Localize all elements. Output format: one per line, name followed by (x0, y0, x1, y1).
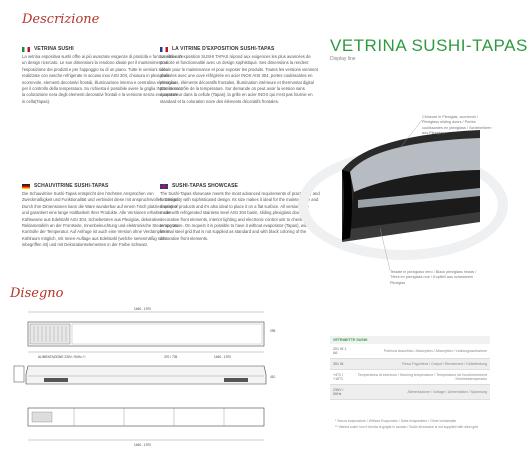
spec-label: 201 W 1 A6 (330, 344, 354, 359)
lang-block-it (22, 46, 182, 105)
callout-sliding-doors: Chiusure in Plexiglas, scorrevoli / Plexiglass sliding doors / Portes coulissantes en plexiglass / Schiebetüren aus Plexiglas (422, 115, 492, 136)
lang-block-de (22, 183, 182, 249)
spec-label: 230V / 50Hz (330, 385, 354, 400)
lang-block-fr (160, 46, 320, 105)
dim-bottom: 1460 - 1970 (134, 443, 152, 447)
specs-header: VETRINETTE SUSHI (330, 336, 490, 344)
product-subtitle: Display line (330, 56, 356, 62)
lang-title-en: SUSHI-TAPAS SHOWCASE (172, 183, 238, 189)
dim-mid-1: 370 / 735 (164, 355, 178, 359)
footnotes (335, 418, 485, 430)
product-title: VETRINA SUSHI-TAPAS (330, 36, 528, 55)
spec-value: Resa Frigorifera / Output / Rendement / Kälteleistung (354, 359, 490, 370)
uk-flag-icon (160, 184, 168, 189)
lang-body-fr: La vitrine d'exposition SUSHI TAPAS répond aux exigences les plus avancées de praticité et fonctionnalité avec un design sophistiqué. Ses dimensions la rendent idéale pour le maintenance et pour exposer les produits. Toutes les versions viennent réalisées avec une cuve réfrigérée en acier INOX AISI 304, portes coulissantes en plexiglass, éléments décoratifs frontales, illumination intérieure et thermostat digital pour le contrôle de la température. Sur demande on peut avoir la version sans évaporateur dans la cellule (Tapas), la grille en acier INOX qui n'est pas fournie en standard et la coloration noire des éléments décoratifs frontales. (160, 54, 318, 104)
description-heading: Descrizione (22, 12, 100, 27)
table-row (330, 344, 490, 359)
france-flag-icon (160, 47, 168, 52)
table-row (330, 370, 490, 385)
dim-mid-2: 1460 - 1970 (214, 355, 232, 359)
callout-lines (380, 118, 430, 278)
table-row (330, 359, 490, 370)
spec-value: Potenza Assorbita / Absorption / Absorption / Leistungsaufnahme (354, 344, 490, 359)
lang-body-it: La vetrina espositiva sushi offre ai più avanzate esigenze di praticità e funzionalità con un design ricercato. Le sue dimensioni la rendono ideale per il mantenimento e l'esposizione dei prodotti e per l'appoggio su di un piano. Tutte le versioni sono realizzate con vasche refrigerate in acciaio inox AISI 304, chiusura in plexiglass scorrevole, elementi decorativi frontali, illuminazione interna e centralina elettronica per il controllo della temperatura. Su richiesta è possibile avere la griglia INOX interna, la colorazione nera degli elementi decorativi frontali e la versione senza evaporatore in cella(Tapas). (22, 54, 182, 104)
lang-body-de: Die Schauvitrine Sushi-Tapas entspricht den höchsten Ansprüchen von Zweckmäßigkeit und Funktionalität und verbindet diese mit anspruchsvollem Design. Durch ihre Dimensionen kann die Ware wunderbar auf einem Tisch platziert werden und garantiert eine lange Haltbarkeit Ihrer Produkte. Alle Versionen erhalten eine Kühlwanne aus Edelstahl AISI 304, Schiebetüren aus Plexiglas, dekorative Reklametafeln an der Frontseite, Innenbeleuchtung und elektronische Steuerung zur Kontrolle der Temperatur. Auf Anfrage ist auch eine Version ohne Verdampfer im Kühlraum möglich, mit Innen-Auflage aus Edelstahl (welche serienmäßig nicht inbegriffen ist) und mit Dekorationselementen in der Farbe Schwarz. (22, 191, 179, 248)
design-heading: Disegno (10, 286, 64, 301)
lang-title-it: VETRINA SUSHI (34, 46, 74, 52)
lang-title-fr: LA VITRINE D'EXPOSITION SUSHI-TAPAS (172, 46, 275, 52)
footnote: ** Vetrina sushi non è fornita di griglia in acciaio / Sushi showcase is not supplied with steel grid (335, 425, 479, 429)
dim-side-2: 410 (270, 375, 276, 379)
lang-title-de: SCHAUVITRINE SUSHI-TAPAS (34, 183, 109, 189)
spec-label: 301 W (330, 359, 354, 370)
spec-value: Alimentazione / Voltage / Alimentation / Spannung (354, 385, 490, 400)
technical-drawing (14, 300, 284, 450)
dim-supply: ALIMENTAZIONE 230V / 50Hz / I (38, 355, 86, 359)
specs-table (330, 336, 490, 400)
lang-body-en: The Sushi-Tapas showcase meets the most advanced requirements of practicality and functionality with sophisticated design. Its size makes it ideal for the maintenance and display of products and it's also ideal to place it on a flat surface. All versions are made with refrigerated stainless steel AISI 304 basin, sliding plexiglass doors, decorative front elements, interior lighting and electronic control unit to check the temperature. On request it is possible to have it without evaporator (Tapas), with the internal steel grid that is not supplied as standard and with black coloring of the decorative front elements. (160, 191, 320, 241)
dim-side-1: 295 (270, 329, 276, 333)
dim-top: 1460 - 1970 (134, 307, 152, 311)
spec-value: Temperatura di esercizio / Working temperature / Température de fonctionnement / Betriebstemperatur (354, 370, 490, 385)
table-row (330, 385, 490, 400)
spec-label: +4°C / +10°C (330, 370, 354, 385)
callout-black-heads: Testate in plexiglass nero / Black plexiglass heads / Têtes en plexiglass noir / Kopfteil aus schwarzem Plexiglas (390, 270, 477, 285)
italy-flag-icon (22, 47, 30, 52)
germany-flag-icon (22, 184, 30, 189)
lang-block-en (160, 183, 320, 242)
footnote: * Senza evaporatore / Without Evaporator / Sans évaporateur / Ohne verdampfer (335, 419, 457, 423)
